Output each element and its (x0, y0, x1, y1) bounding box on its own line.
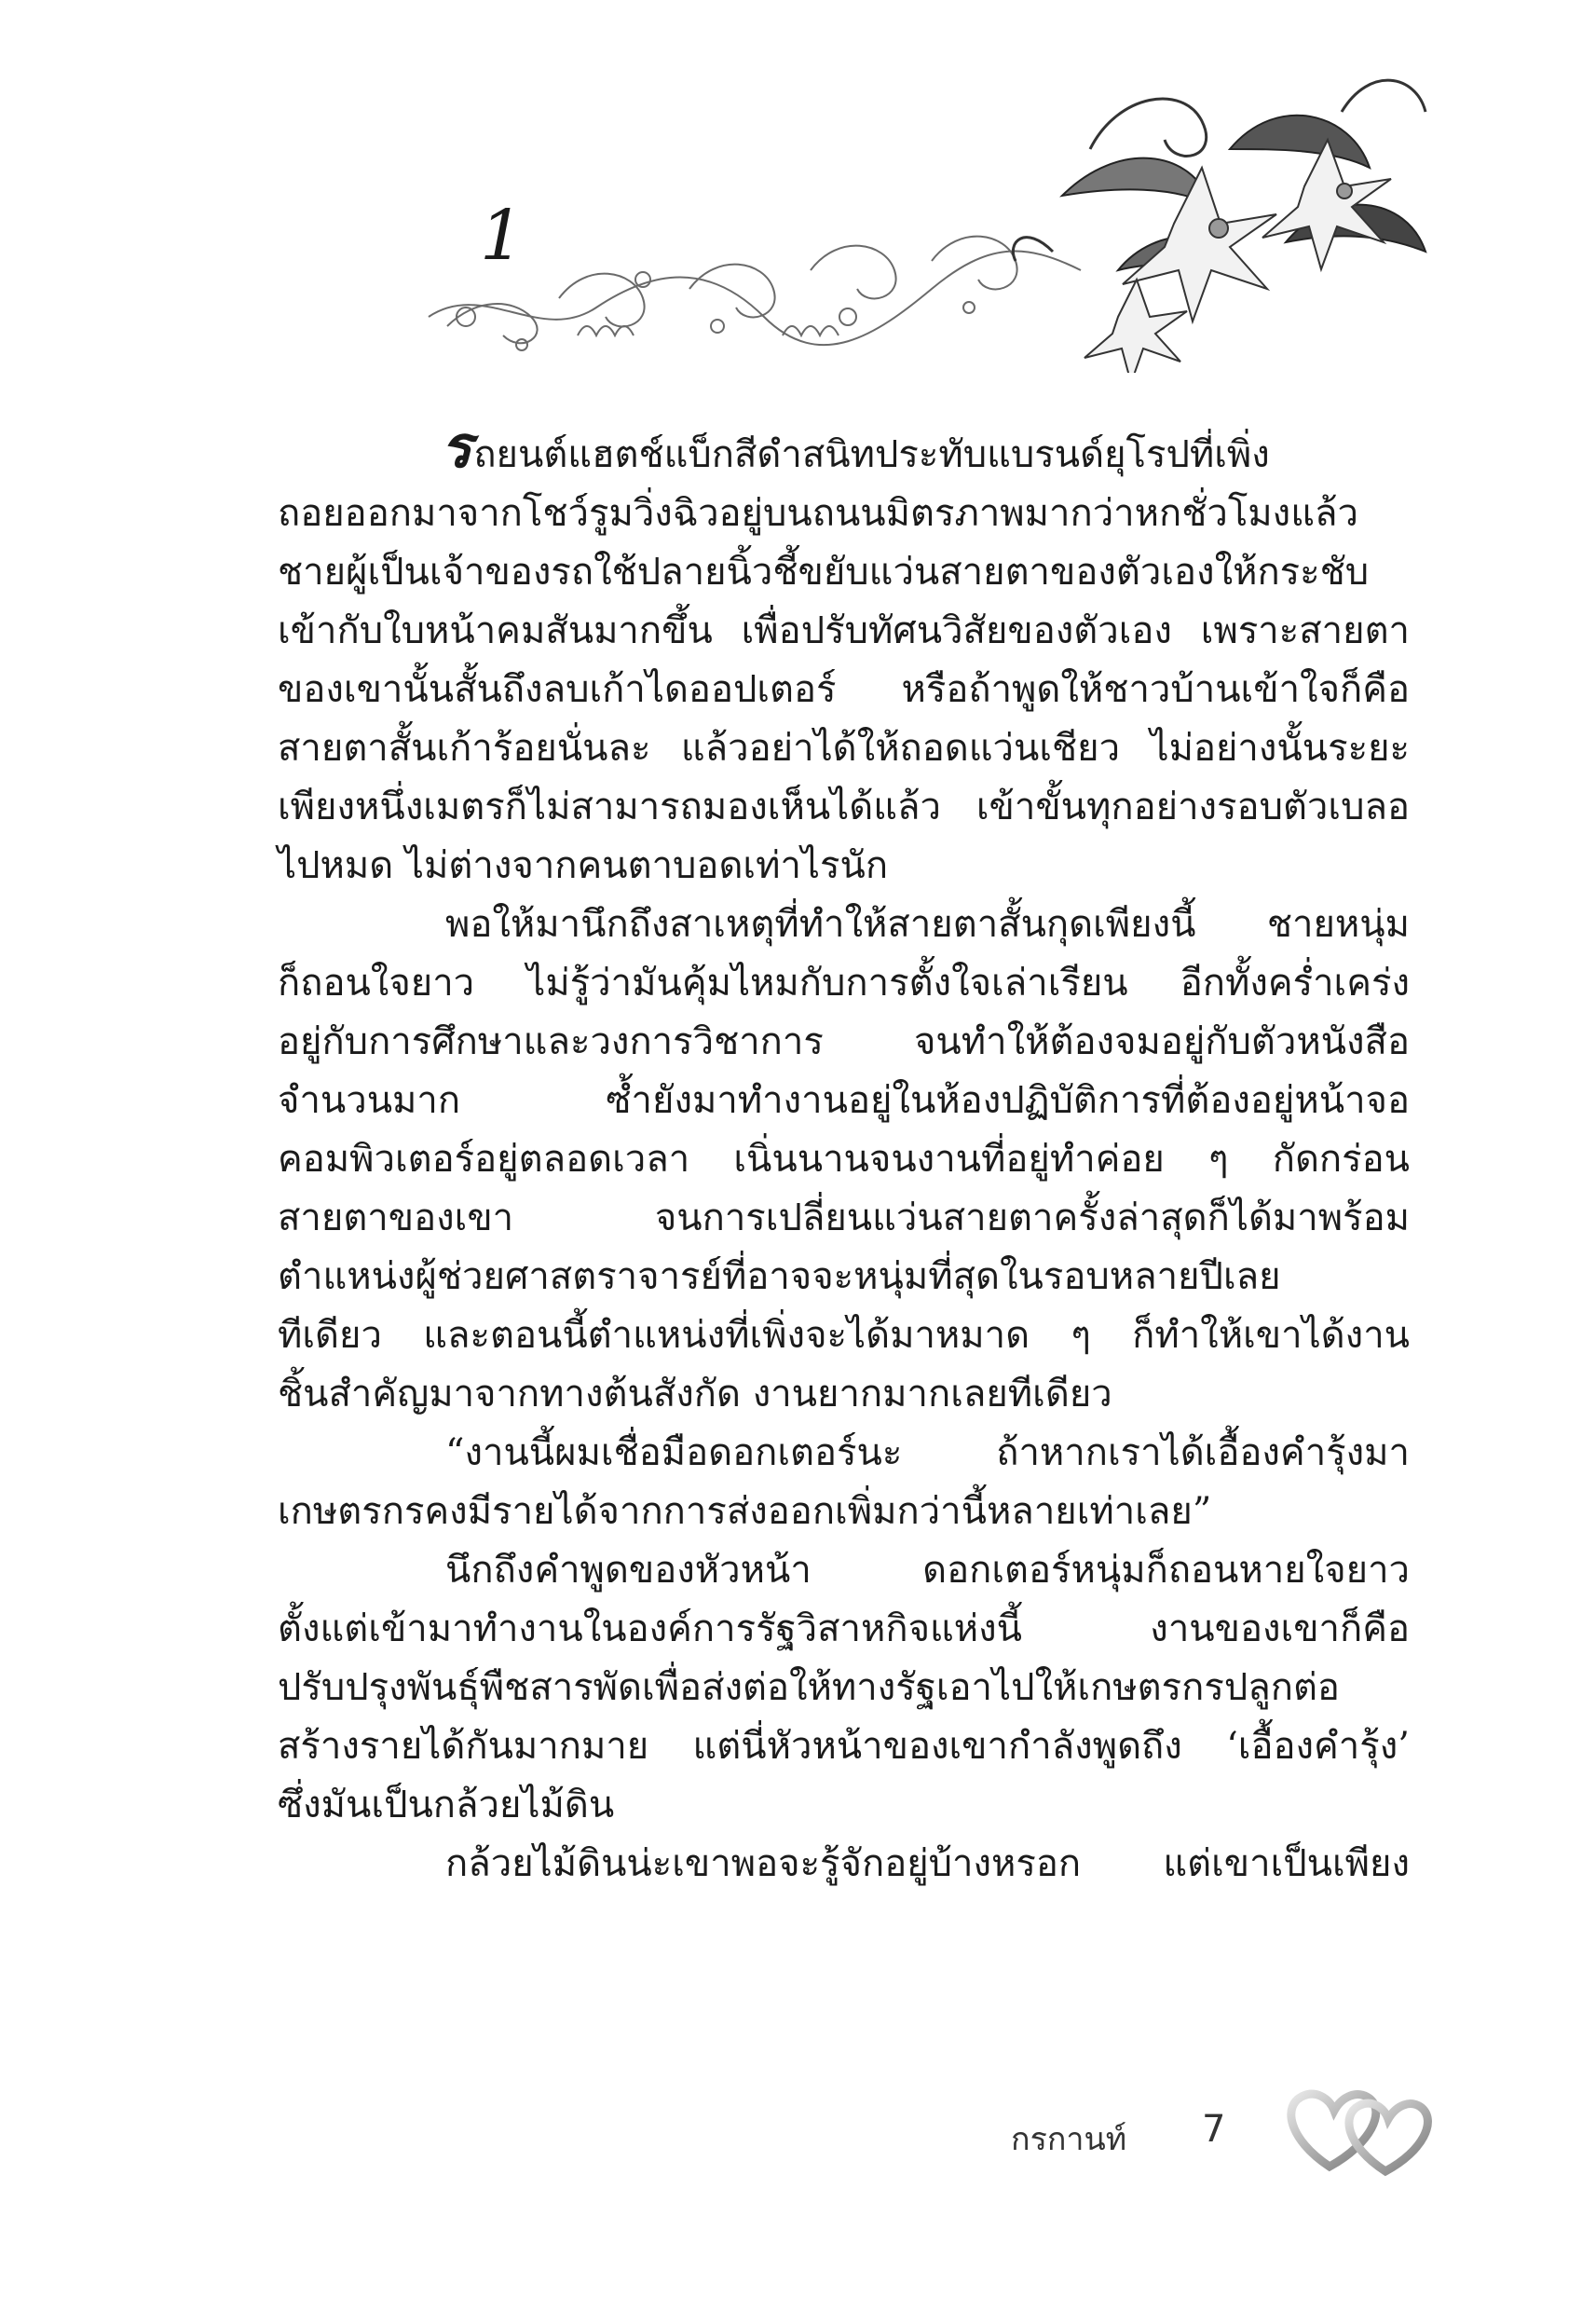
text-line: สร้างรายได้กันมากมาย แต่นี่หัวหน้าของเขากำลังพูดถึง ‘เอื้องคำรุ้ง’ (278, 1725, 1410, 1768)
text-line: เข้ากับใบหน้าคมสันมากขึ้น เพื่อปรับทัศนวิสัยของตัวเอง เพราะสายตา (278, 609, 1410, 652)
text-line: ซึ่งมันเป็นกล้วยไม้ดิน (278, 1784, 615, 1826)
double-heart-icon (1278, 2078, 1437, 2181)
text-line: ก็ถอนใจยาว ไม่รู้ว่ามันคุ้มไหมกับการตั้งใจเล่าเรียน อีกทั้งคร่ำเคร่ง (278, 962, 1410, 1005)
text-line: ถอยออกมาจากโชว์รูมวิ่งฉิวอยู่บนถนนมิตรภาพมากว่าหกชั่วโมงแล้ว (278, 492, 1358, 535)
text-line: คอมพิวเตอร์อยู่ตลอดเวลา เนิ่นนานจนงานที่อยู่ทำค่อย ๆ กัดกร่อน (278, 1138, 1410, 1181)
floral-ornament-icon (410, 37, 1435, 373)
text-line: จำนวนมาก ซ้ำยังมาทำงานอยู่ในห้องปฏิบัติการที่ต้องอยู่หน้าจอ (278, 1079, 1410, 1122)
text-line: ของเขานั้นสั้นถึงลบเก้าไดออปเตอร์ หรือถ้าพูดให้ชาวบ้านเข้าใจก็คือ (278, 668, 1410, 711)
text-line: สายตาสั้นเก้าร้อยนั่นละ แล้วอย่าได้ให้ถอดแว่นเชียว ไม่อย่างนั้นระยะ (278, 727, 1410, 770)
text-line: อยู่กับการศึกษาและวงการวิชาการ จนทำให้ต้องจมอยู่กับตัวหนังสือ (278, 1020, 1410, 1063)
text-line: ชิ้นสำคัญมาจากทางต้นสังกัด งานยากมากเลยทีเดียว (278, 1373, 1112, 1415)
chapter-body (278, 413, 1410, 1894)
text-line: ชายผู้เป็นเจ้าของรถใช้ปลายนิ้วชี้ขยับแว่นสายตาของตัวเองให้กระชับ (278, 551, 1370, 594)
text-line: ไปหมด ไม่ต่างจากคนตาบอดเท่าไรนัก (278, 844, 889, 887)
text-line: “งานนี้ผมเชื่อมือดอกเตอร์นะ ถ้าหากเราได้เอื้องคำรุ้งมา (445, 1431, 1410, 1474)
text-line: ตำแหน่งผู้ช่วยศาสตราจารย์ที่อาจจะหนุ่มที่สุดในรอบหลายปีเลย (278, 1255, 1281, 1298)
text-line: สายตาของเขา จนการเปลี่ยนแว่นสายตาครั้งล่าสุดก็ได้มาพร้อม (278, 1197, 1410, 1239)
text-line: กล้วยไม้ดินน่ะเขาพอจะรู้จักอยู่บ้างหรอก แต่เขาเป็นเพียง (445, 1842, 1410, 1885)
page-number: 7 (1202, 2108, 1226, 2151)
chapter-number: 1 (480, 196, 525, 276)
text-line: ตั้งแต่เข้ามาทำงานในองค์การรัฐวิสาหกิจแห่งนี้ งานของเขาก็คือ (278, 1607, 1410, 1650)
text-line: เพียงหนึ่งเมตรก็ไม่สามารถมองเห็นได้แล้ว เข้าขั้นทุกอย่างรอบตัวเบลอ (278, 786, 1410, 828)
text-line: รถยนต์แฮตช์แบ็กสีดำสนิทประทับแบรนด์ยุโรปที่เพิ่ง (441, 413, 1270, 481)
running-footer-title: กรกานท์ (1011, 2121, 1127, 2158)
text-line: ทีเดียว และตอนนี้ตำแหน่งที่เพิ่งจะได้มาหมาด ๆ ก็ทำให้เขาได้งาน (278, 1314, 1410, 1357)
drop-cap: ร (441, 413, 472, 481)
text-line: ปรับปรุงพันธุ์พืชสารพัดเพื่อส่งต่อให้ทางรัฐเอาไปให้เกษตรกรปลูกต่อ (278, 1666, 1340, 1709)
text-line: พอให้มานึกถึงสาเหตุที่ทำให้สายตาสั้นกุดเพียงนี้ ชายหนุ่ม (445, 903, 1410, 946)
text-line: เกษตรกรคงมีรายได้จากการส่งออกเพิ่มกว่านี้หลายเท่าเลย” (278, 1490, 1212, 1533)
text-line: นึกถึงคำพูดของหัวหน้า ดอกเตอร์หนุ่มก็ถอนหายใจยาว (445, 1549, 1410, 1592)
